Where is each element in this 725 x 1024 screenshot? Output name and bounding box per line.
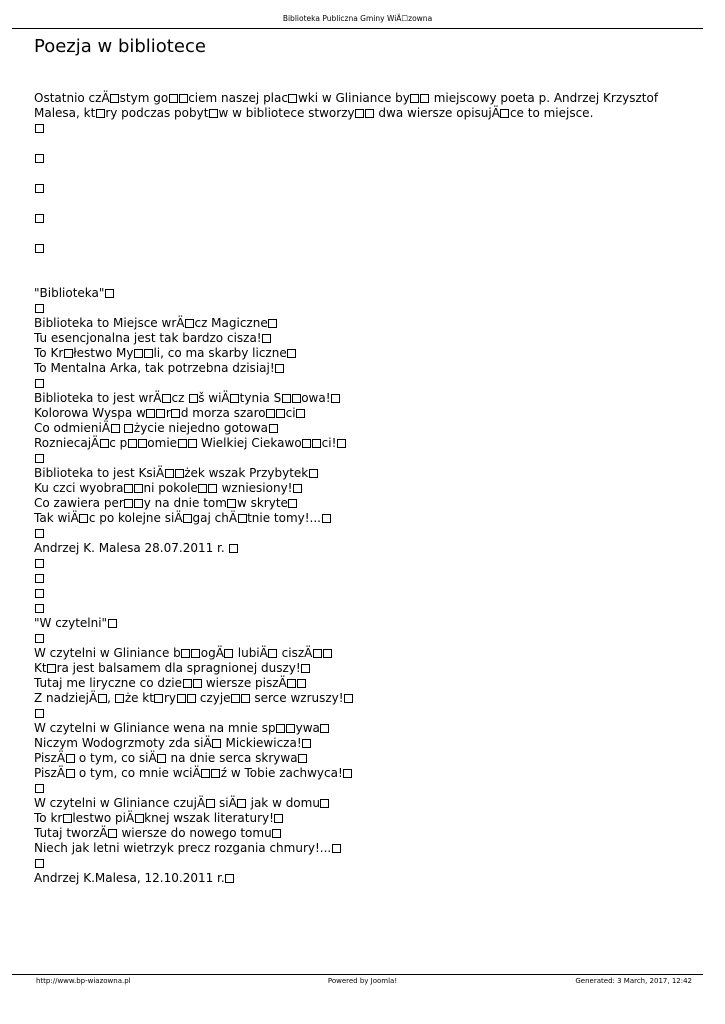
missing-glyph-box — [302, 439, 311, 448]
article-line: To kr lestwo piÄ knej wszak literatury! — [34, 811, 689, 826]
footer-divider — [12, 974, 703, 975]
missing-glyph-box — [224, 649, 233, 658]
article-line — [34, 136, 689, 151]
article-line — [34, 256, 689, 271]
article-line — [34, 166, 689, 181]
missing-glyph-box — [268, 649, 277, 658]
missing-glyph-box — [288, 94, 297, 103]
article-line — [34, 271, 689, 286]
missing-glyph-box — [35, 859, 44, 868]
article-line: Tutaj tworzÄ wiersze do nowego tomu — [34, 826, 689, 841]
article-line: Niczym Wodogrzmoty zda siÄ Mickiewicza! — [34, 736, 689, 751]
missing-glyph-box — [134, 349, 143, 358]
article-line — [34, 631, 689, 646]
missing-glyph-box — [35, 244, 44, 253]
missing-glyph-box — [171, 409, 180, 418]
missing-glyph-box — [179, 94, 188, 103]
article-line — [34, 451, 689, 466]
missing-glyph-box — [272, 829, 281, 838]
missing-glyph-box — [230, 394, 239, 403]
missing-glyph-box — [275, 364, 284, 373]
article-line — [34, 556, 689, 571]
article-line — [34, 856, 689, 871]
article-line: Co zawiera per y na dnie tom w skryte — [34, 496, 689, 511]
missing-glyph-box — [266, 409, 275, 418]
missing-glyph-box — [276, 409, 285, 418]
missing-glyph-box — [211, 769, 220, 778]
article-line — [34, 376, 689, 391]
article-title: Poezja w bibliotece — [34, 36, 206, 57]
missing-glyph-box — [35, 574, 44, 583]
article-line: W czytelni w Gliniance b ogÄ lubiÄ ciszÄ — [34, 646, 689, 661]
missing-glyph-box — [208, 484, 217, 493]
missing-glyph-box — [124, 484, 133, 493]
missing-glyph-box — [177, 694, 186, 703]
article-line — [34, 226, 689, 241]
missing-glyph-box — [110, 94, 119, 103]
missing-glyph-box — [313, 649, 322, 658]
missing-glyph-box — [35, 304, 44, 313]
missing-glyph-box — [79, 514, 88, 523]
missing-glyph-box — [292, 394, 301, 403]
missing-glyph-box — [320, 724, 329, 733]
article-line — [34, 241, 689, 256]
article-line: Z nadziejÄ , że kt ry czyje serce wzruszy! — [34, 691, 689, 706]
article-line — [34, 601, 689, 616]
missing-glyph-box — [193, 679, 202, 688]
missing-glyph-box — [331, 394, 340, 403]
missing-glyph-box — [162, 394, 171, 403]
missing-glyph-box — [100, 439, 109, 448]
missing-glyph-box — [201, 769, 210, 778]
missing-glyph-box — [298, 754, 307, 763]
missing-glyph-box — [96, 109, 105, 118]
missing-glyph-box — [262, 334, 271, 343]
missing-glyph-box — [500, 109, 509, 118]
missing-glyph-box — [183, 679, 192, 688]
article-line: "Biblioteka" — [34, 286, 689, 301]
article-line — [34, 571, 689, 586]
missing-glyph-box — [302, 739, 311, 748]
missing-glyph-box — [64, 349, 73, 358]
article-line: Biblioteka to jest KsiÄ żek wszak Przybytek — [34, 466, 689, 481]
article-line — [34, 151, 689, 166]
missing-glyph-box — [238, 514, 247, 523]
missing-glyph-box — [188, 439, 197, 448]
missing-glyph-box — [301, 664, 310, 673]
missing-glyph-box — [225, 874, 234, 883]
footer-generated: Generated: 3 March, 2017, 12:42 — [575, 977, 692, 985]
article-line: Ostatnio czÄ stym go ciem naszej plac wki w Gliniance by miejscowy poeta p. Andrzej Krzysztof — [34, 91, 659, 105]
article-line — [34, 181, 689, 196]
page-header: Biblioteka Publiczna Gminy WiÄ☐zowna — [282, 14, 433, 23]
missing-glyph-box — [212, 739, 221, 748]
missing-glyph-box — [178, 439, 187, 448]
missing-glyph-box — [241, 694, 250, 703]
missing-glyph-box — [35, 559, 44, 568]
missing-glyph-box — [111, 424, 120, 433]
missing-glyph-box — [156, 409, 165, 418]
article-line: W czytelni w Gliniance wena na mnie sp ywa — [34, 721, 689, 736]
footer-url[interactable]: http://www.bp-wiazowna.pl — [36, 977, 131, 985]
missing-glyph-box — [185, 319, 194, 328]
missing-glyph-box — [198, 484, 207, 493]
article-line — [34, 706, 689, 721]
article-line: Niech jak letni wietrzyk precz rozgania chmury!... — [34, 841, 689, 856]
missing-glyph-box — [287, 349, 296, 358]
missing-glyph-box — [157, 754, 166, 763]
missing-glyph-box — [187, 694, 196, 703]
missing-glyph-box — [66, 754, 75, 763]
missing-glyph-box — [231, 694, 240, 703]
missing-glyph-box — [144, 349, 153, 358]
missing-glyph-box — [35, 154, 44, 163]
missing-glyph-box — [344, 694, 353, 703]
missing-glyph-box — [332, 844, 341, 853]
missing-glyph-box — [209, 109, 218, 118]
article-line — [34, 526, 689, 541]
article-line: "W czytelni" — [34, 616, 689, 631]
missing-glyph-box — [35, 379, 44, 388]
missing-glyph-box — [343, 769, 352, 778]
missing-glyph-box — [286, 724, 295, 733]
missing-glyph-box — [35, 124, 44, 133]
missing-glyph-box — [105, 289, 114, 298]
missing-glyph-box — [276, 724, 285, 733]
missing-glyph-box — [35, 604, 44, 613]
missing-glyph-box — [269, 424, 278, 433]
article-line — [34, 301, 689, 316]
missing-glyph-box — [66, 769, 75, 778]
article-line: Tak wiÄ c po kolejne siÄ gaj chÄ tnie tomy!... — [34, 511, 689, 526]
missing-glyph-box — [268, 319, 277, 328]
missing-glyph-box — [35, 709, 44, 718]
missing-glyph-box — [146, 409, 155, 418]
missing-glyph-box — [282, 394, 291, 403]
article-line: Andrzej K. Malesa 28.07.2011 r. — [34, 541, 689, 556]
missing-glyph-box — [154, 694, 163, 703]
footer-powered-by: Powered by Joomla! — [327, 977, 398, 985]
missing-glyph-box — [365, 109, 374, 118]
article-line: Kolorowa Wyspa w r d morza szaro ci — [34, 406, 689, 421]
article-line — [34, 781, 689, 796]
missing-glyph-box — [98, 694, 107, 703]
article-line: Tu esencjonalna jest tak bardzo cisza! — [34, 331, 689, 346]
missing-glyph-box — [35, 214, 44, 223]
missing-glyph-box — [274, 814, 283, 823]
missing-glyph-box — [35, 589, 44, 598]
missing-glyph-box — [296, 409, 305, 418]
missing-glyph-box — [288, 499, 297, 508]
missing-glyph-box — [322, 514, 331, 523]
missing-glyph-box — [189, 394, 198, 403]
missing-glyph-box — [134, 499, 143, 508]
article-line: W czytelni w Gliniance czujÄ siÄ jak w domu — [34, 796, 689, 811]
missing-glyph-box — [181, 649, 190, 658]
missing-glyph-box — [134, 484, 143, 493]
article-line — [34, 121, 689, 136]
missing-glyph-box — [183, 514, 192, 523]
missing-glyph-box — [108, 829, 117, 838]
article-line: PiszÄ o tym, co mnie wciÄ ź w Tobie zachwyca! — [34, 766, 689, 781]
article-line — [34, 196, 689, 211]
missing-glyph-box — [47, 664, 56, 673]
missing-glyph-box — [35, 529, 44, 538]
missing-glyph-box — [191, 649, 200, 658]
article-line: Ku czci wyobra ni pokole wzniesiony! — [34, 481, 689, 496]
article-line: PiszÄ o tym, co siÄ na dnie serca skrywa — [34, 751, 689, 766]
article-line: Malesa, kt ry podczas pobyt w w bibliotece stworzy dwa wiersze opisujÄ ce to miejsce. — [34, 106, 594, 120]
missing-glyph-box — [420, 94, 429, 103]
article-line — [34, 211, 689, 226]
missing-glyph-box — [128, 439, 137, 448]
missing-glyph-box — [320, 799, 329, 808]
article-line — [34, 586, 689, 601]
article-line: Tutaj me liryczne co dzie wiersze piszÄ — [34, 676, 689, 691]
article-line: Co odmieniÄ życie niejedno gotowa — [34, 421, 689, 436]
missing-glyph-box — [293, 484, 302, 493]
missing-glyph-box — [175, 469, 184, 478]
article-line: Biblioteka to Miejsce wrÄ cz Magiczne — [34, 316, 689, 331]
missing-glyph-box — [410, 94, 419, 103]
missing-glyph-box — [35, 454, 44, 463]
article-line: RozniecajÄ c p omie Wielkiej Ciekawo ci! — [34, 436, 689, 451]
missing-glyph-box — [355, 109, 364, 118]
article-line: To Kr łestwo My li, co ma skarby liczne — [34, 346, 689, 361]
article-line: Biblioteka to jest wrÄ cz š wiÄ tynia S owa! — [34, 391, 689, 406]
missing-glyph-box — [206, 799, 215, 808]
missing-glyph-box — [124, 424, 133, 433]
missing-glyph-box — [169, 94, 178, 103]
missing-glyph-box — [165, 469, 174, 478]
missing-glyph-box — [35, 784, 44, 793]
missing-glyph-box — [115, 694, 124, 703]
article-line: Kt ra jest balsamem dla spragnionej duszy! — [34, 661, 689, 676]
article-body — [34, 91, 689, 886]
missing-glyph-box — [309, 469, 318, 478]
header-divider — [12, 28, 703, 29]
missing-glyph-box — [237, 799, 246, 808]
missing-glyph-box — [312, 439, 321, 448]
missing-glyph-box — [108, 619, 117, 628]
missing-glyph-box — [135, 814, 144, 823]
missing-glyph-box — [138, 439, 147, 448]
missing-glyph-box — [124, 499, 133, 508]
missing-glyph-box — [323, 649, 332, 658]
missing-glyph-box — [229, 544, 238, 553]
missing-glyph-box — [287, 679, 296, 688]
missing-glyph-box — [227, 499, 236, 508]
missing-glyph-box — [337, 439, 346, 448]
missing-glyph-box — [297, 679, 306, 688]
missing-glyph-box — [63, 814, 72, 823]
missing-glyph-box — [35, 634, 44, 643]
article-line: To Mentalna Arka, tak potrzebna dzisiaj! — [34, 361, 689, 376]
article-line: Andrzej K.Malesa, 12.10.2011 r. — [34, 871, 689, 886]
missing-glyph-box — [35, 184, 44, 193]
